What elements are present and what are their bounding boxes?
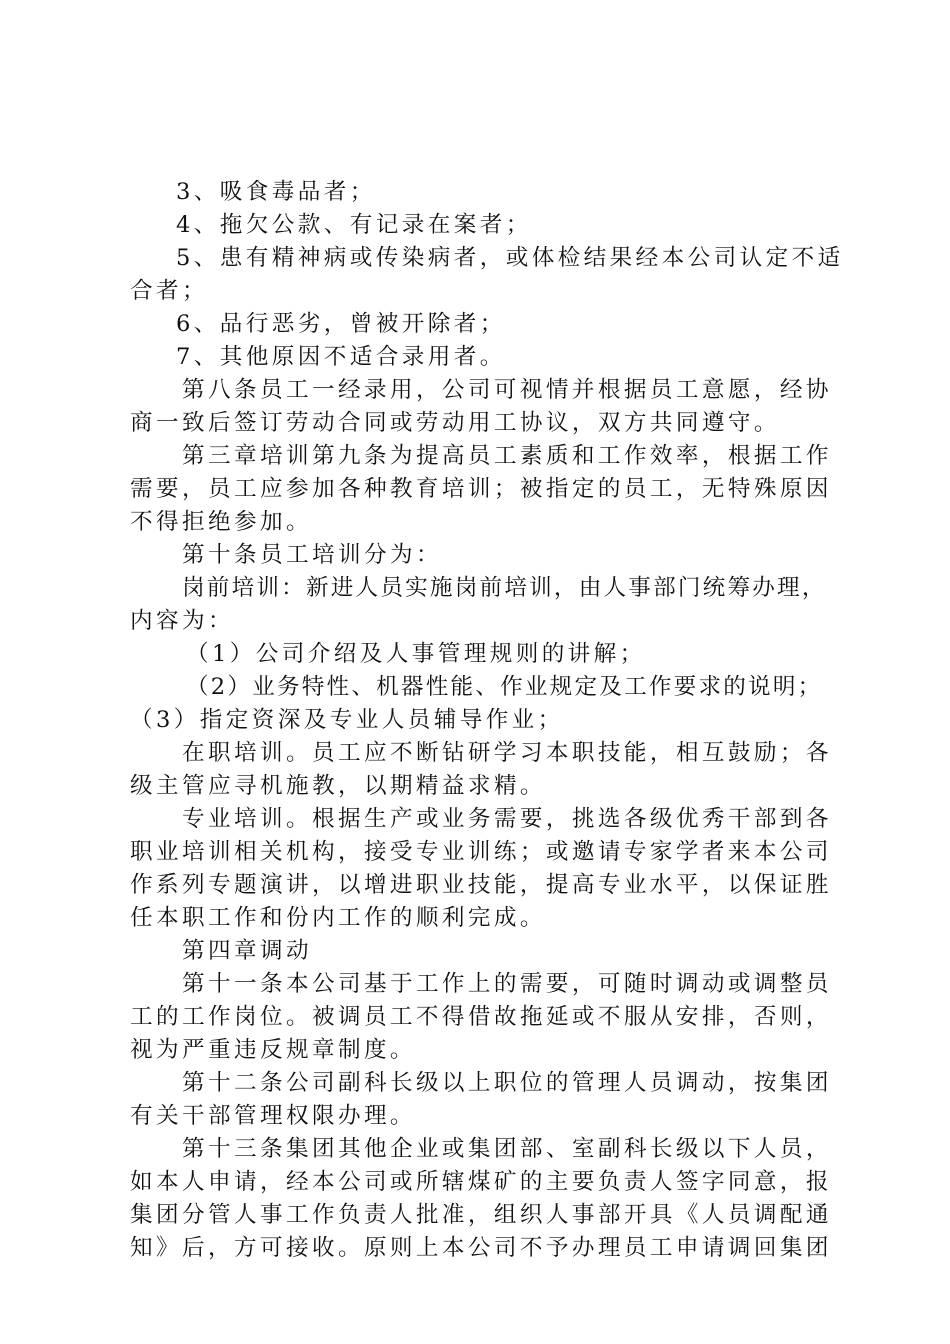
text-line: 需要，员工应参加各种教育培训；被指定的员工，无特殊原因 <box>130 476 832 502</box>
text-line: 如本人申请，经本公司或所辖煤矿的主要负责人签字同意，报 <box>130 1169 832 1195</box>
text-line: 在职培训。员工应不断钻研学习本职技能，相互鼓励；各 <box>182 740 832 766</box>
text-line: 第三章培训第九条为提高员工素质和工作效率，根据工作 <box>182 443 832 469</box>
text-line: 第十二条公司副科长级以上职位的管理人员调动，按集团 <box>182 1070 832 1096</box>
text-line: 有关干部管理权限办理。 <box>130 1103 416 1129</box>
text-line: （2）业务特性、机器性能、作业规定及工作要求的说明； <box>186 674 823 700</box>
text-line: 知》后，方可接收。原则上本公司不予办理员工申请调回集团 <box>130 1235 832 1261</box>
text-line: 商一致后签订劳动合同或劳动用工协议，双方共同遵守。 <box>130 410 780 436</box>
text-line: 6、品行恶劣，曾被开除者； <box>176 311 506 337</box>
text-line: 第十条员工培训分为： <box>182 542 442 568</box>
text-line: 集团分管人事工作负责人批准，组织人事部开具《人员调配通 <box>130 1202 832 1228</box>
document-page <box>130 176 844 1265</box>
text-line: 7、其他原因不适合录用者。 <box>176 344 506 370</box>
text-line: 作系列专题演讲，以增进职业技能，提高专业水平，以保证胜 <box>130 872 832 898</box>
text-line: 合者； <box>130 278 208 304</box>
text-line: 第十三条集团其他企业或集团部、室副科长级以下人员， <box>182 1136 832 1162</box>
text-line: 工的工作岗位。被调员工不得借故拖延或不服从安排，否则， <box>130 1004 832 1030</box>
text-line: （1）公司介绍及人事管理规则的讲解； <box>186 641 646 667</box>
text-line: （3）指定资深及专业人员辅导作业； <box>130 707 564 733</box>
text-line: 内容为： <box>130 608 234 634</box>
text-line: 4、拖欠公款、有记录在案者； <box>176 212 532 238</box>
text-line: 职业培训相关机构，接受专业训练；或邀请专家学者来本公司 <box>130 839 832 865</box>
text-line: 岗前培训：新进人员实施岗前培训，由人事部门统筹办理， <box>182 575 827 601</box>
text-line: 5、患有精神病或传染病者，或体检结果经本公司认定不适 <box>176 245 844 271</box>
text-line: 第八条员工一经录用，公司可视情并根据员工意愿，经协 <box>182 377 832 403</box>
text-line: 专业培训。根据生产或业务需要，挑选各级优秀干部到各 <box>182 806 832 832</box>
text-line: 任本职工作和份内工作的顺利完成。 <box>130 905 546 931</box>
text-line: 3、吸食毒品者； <box>176 179 376 205</box>
text-line: 视为严重违反规章制度。 <box>130 1037 416 1063</box>
text-line: 级主管应寻机施教，以期精益求精。 <box>130 773 546 799</box>
text-line: 不得拒绝参加。 <box>130 509 312 535</box>
text-line: 第四章调动 <box>182 938 312 964</box>
text-line: 第十一条本公司基于工作上的需要，可随时调动或调整员 <box>182 971 832 997</box>
